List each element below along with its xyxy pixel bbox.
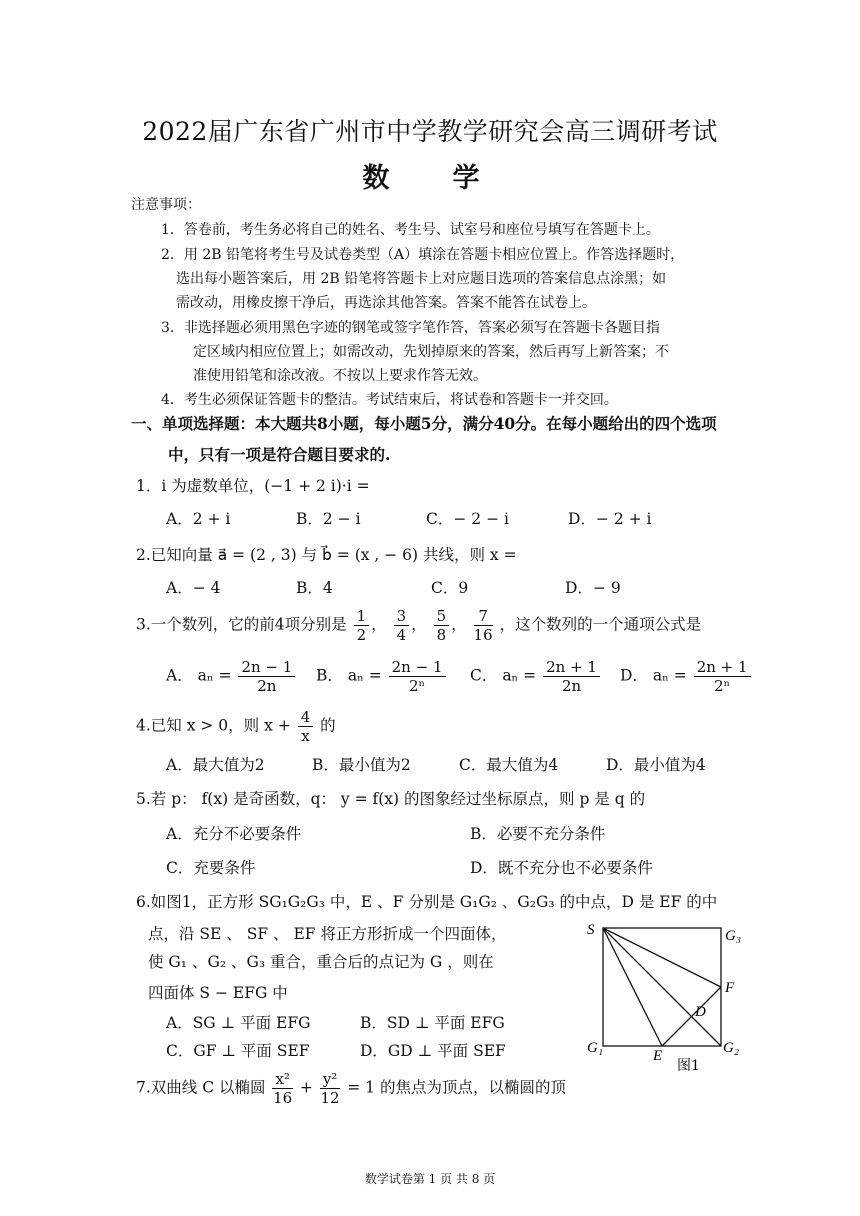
q3-f3-num: 5 xyxy=(434,607,450,626)
label-G3: G₃ xyxy=(725,928,742,944)
notice-heading: 注意事项： xyxy=(131,197,201,213)
question-6-stem-line: 四面体 S − EFG 中 xyxy=(148,984,288,1002)
label-E: E xyxy=(653,1048,663,1064)
label-D: D xyxy=(695,1004,706,1020)
q6-option-c: C．GF ⊥ 平面 SEF xyxy=(166,1042,310,1060)
exam-title: 2022届广东省广州市中学教学研究会高三调研考试 xyxy=(142,117,718,146)
section-heading: 一、单项选择题：本大题共8小题，每小题5分，满分40分。在每小题给出的四个选项 xyxy=(131,414,717,433)
q7-stem-suffix: = 1 的焦点为顶点，以椭圆的顶 xyxy=(347,1078,566,1097)
q3-option-c xyxy=(470,658,602,695)
q3-f2-num: 3 xyxy=(394,607,410,626)
q1-option-b: B．2 − i xyxy=(296,510,361,528)
page-footer: 数学试卷第 1 页 共 8 页 xyxy=(364,1172,496,1186)
q1-option-c: C．− 2 − i xyxy=(426,510,509,528)
notice-item: 准使用铅笔和涂改液。不按以上要求作答无效。 xyxy=(193,368,487,384)
q4-option-b: B．最小值为2 xyxy=(312,756,411,774)
q6-option-b: B．SD ⊥ 平面 EFG xyxy=(360,1014,505,1032)
q5-option-b: B．必要不充分条件 xyxy=(470,825,606,843)
q5-option-a: A．充分不必要条件 xyxy=(166,825,302,843)
q3-b-fraction xyxy=(389,658,446,695)
notice-item: 1．答卷前，考生务必将自己的姓名、考生号、试室号和座位号填写在答题卡上。 xyxy=(161,222,660,238)
q6-option-d: D．GD ⊥ 平面 SEF xyxy=(360,1042,506,1060)
q3-c-num: 2n + 1 xyxy=(543,658,600,677)
notice-item: 定区域内相应位置上；如需改动，先划掉原来的答案，然后再写上新答案；不 xyxy=(193,344,669,360)
notice-item: 选出每小题答案后，用 2B 铅笔将答题卡上对应题目选项的答案信息点涂黑；如 xyxy=(176,271,667,287)
notice-item: 4．考生必须保证答题卡的整洁。考试结束后，将试卷和答题卡一并交回。 xyxy=(161,392,618,408)
figure-caption: 图1 xyxy=(677,1058,700,1074)
q7-plus: + xyxy=(299,1078,313,1097)
question-1-stem: 1．i 为虚数单位，(−1 + 2 i)·i = xyxy=(136,477,370,495)
label-G2: G₂ xyxy=(723,1040,740,1056)
q3-a-lhs: aₙ = xyxy=(197,666,232,685)
q3-b-den: 2ⁿ xyxy=(409,677,426,695)
q3-f1-num: 1 xyxy=(354,607,370,626)
q2-option-a: A．− 4 xyxy=(166,579,221,597)
q3-fraction-2 xyxy=(394,607,410,644)
question-5-stem: 5.若 p： f(x) 是奇函数，q： y = f(x) 的图象经过坐标原点，则 p 是 q 的 xyxy=(136,790,646,808)
q3-option-a xyxy=(166,658,297,695)
question-6-stem-line: 6.如图1，正方形 SG₁G₂G₃ 中，E 、F 分别是 G₁G₂ 、G₂G₃ 的中点，D 是 EF 的中 xyxy=(136,893,718,911)
q4-option-d: D．最小值为4 xyxy=(606,756,706,774)
q4-den: x xyxy=(301,727,310,745)
q4-option-a: A．最大值为2 xyxy=(166,756,265,774)
q3-a-label: A． xyxy=(166,666,193,685)
q3-f3-den: 8 xyxy=(436,626,447,644)
segment-SE xyxy=(603,928,662,1046)
q4-fraction xyxy=(298,708,314,745)
q7-f1-num: x² xyxy=(272,1070,292,1089)
q7-fraction-x xyxy=(272,1070,292,1107)
notice-item: 3．非选择题必须用黑色字迹的钢笔或签字笔作答，答案必须写在答题卡各题目指 xyxy=(161,320,660,336)
question-7-stem xyxy=(136,1070,566,1107)
q7-f2-den: 12 xyxy=(320,1089,340,1107)
q3-option-b xyxy=(316,658,448,695)
q3-a-num: 2n − 1 xyxy=(238,658,295,677)
q7-fraction-y xyxy=(320,1070,341,1107)
segment-DG2 xyxy=(691,1016,721,1046)
q3-b-label: B． xyxy=(316,666,343,685)
q3-fraction-3 xyxy=(434,607,450,644)
q7-f1-den: 16 xyxy=(273,1089,293,1107)
q3-d-fraction xyxy=(694,658,751,695)
q3-c-fraction xyxy=(543,658,600,695)
q3-f2-den: 4 xyxy=(396,626,407,644)
q3-f4-den: 16 xyxy=(473,626,493,644)
q3-d-lhs: aₙ = xyxy=(652,666,687,685)
q3-fraction-4 xyxy=(474,607,493,644)
question-3-stem: 3.一个数列，它的前4项分别是 $\frac{1}{2}$ ， $\frac{3}{4}$ ， $\frac{5}{8}$ ， $\frac{7}{16}$ ，这个数列的一个通项公式是 xyxy=(136,607,702,644)
q3-f1-den: 2 xyxy=(356,626,367,644)
q7-stem-prefix: 7.双曲线 C 以椭圆 xyxy=(136,1078,266,1097)
q2-option-d: D．− 9 xyxy=(565,579,621,597)
q3-d-label: D． xyxy=(620,666,648,685)
q3-f4-num: 7 xyxy=(474,607,493,626)
q2-option-c: C．9 xyxy=(431,579,469,597)
q3-stem-prefix: 3.一个数列，它的前4项分别是 xyxy=(136,615,347,634)
q3-stem-suffix: ，这个数列的一个通项公式是 xyxy=(499,615,702,634)
q3-d-den: 2ⁿ xyxy=(714,677,731,695)
q3-c-label: C． xyxy=(470,666,498,685)
question-4-stem xyxy=(136,708,336,745)
q4-num: 4 xyxy=(298,708,314,727)
question-6-stem-line: 使 G₁ 、G₂ 、G₃ 重合，重合后的点记为 G ，则在 xyxy=(148,953,494,971)
label-F: F xyxy=(725,980,735,996)
q3-fraction-1 xyxy=(354,607,370,644)
q3-b-num: 2n − 1 xyxy=(389,658,446,677)
notice-item: 2．用 2B 铅笔将考生号及试卷类型（A）填涂在答题卡相应位置上。作答选择题时， xyxy=(161,247,685,263)
q1-option-d: D．− 2 + i xyxy=(568,510,652,528)
question-6-stem-line: 点，沿 SE 、 SF 、 EF 将正方形折成一个四面体， xyxy=(148,925,507,943)
q1-option-a: A．2 + i xyxy=(166,510,231,528)
q3-b-lhs: aₙ = xyxy=(347,666,382,685)
segment-SF xyxy=(603,928,721,987)
figure-1-square-fold xyxy=(585,918,755,1078)
q3-c-den: 2n xyxy=(561,677,582,695)
label-S: S xyxy=(587,922,595,938)
q5-option-d: D．既不充分也不必要条件 xyxy=(470,859,653,877)
section-heading-cont: 中，只有一项是符合题目要求的. xyxy=(168,445,391,464)
q3-c-lhs: aₙ = xyxy=(502,666,537,685)
question-2-stem: 2.已知向量 a⃗ = (2 , 3) 与 b⃗ = (x , − 6) 共线，则 x = xyxy=(136,546,517,564)
q3-d-num: 2n + 1 xyxy=(694,658,751,677)
q7-f2-num: y² xyxy=(320,1070,341,1089)
q3-option-d xyxy=(620,658,753,695)
q3-a-fraction xyxy=(238,658,295,695)
q4-stem-suffix: 的 xyxy=(320,716,336,735)
q6-option-a: A．SG ⊥ 平面 EFG xyxy=(166,1014,311,1032)
q4-stem-prefix: 4.已知 x > 0，则 x + xyxy=(136,716,291,735)
subject-title: 数 学 xyxy=(362,163,498,194)
notice-item: 需改动，用橡皮擦干净后，再选涂其他答案。答案不能答在试卷上。 xyxy=(176,295,596,311)
q5-option-c: C．充要条件 xyxy=(166,859,256,877)
segment-SD xyxy=(603,928,691,1016)
q3-a-den: 2n xyxy=(257,677,277,695)
q2-option-b: B．4 xyxy=(296,579,333,597)
label-G1: G₁ xyxy=(587,1040,604,1056)
q4-option-c: C．最大值为4 xyxy=(459,756,559,774)
